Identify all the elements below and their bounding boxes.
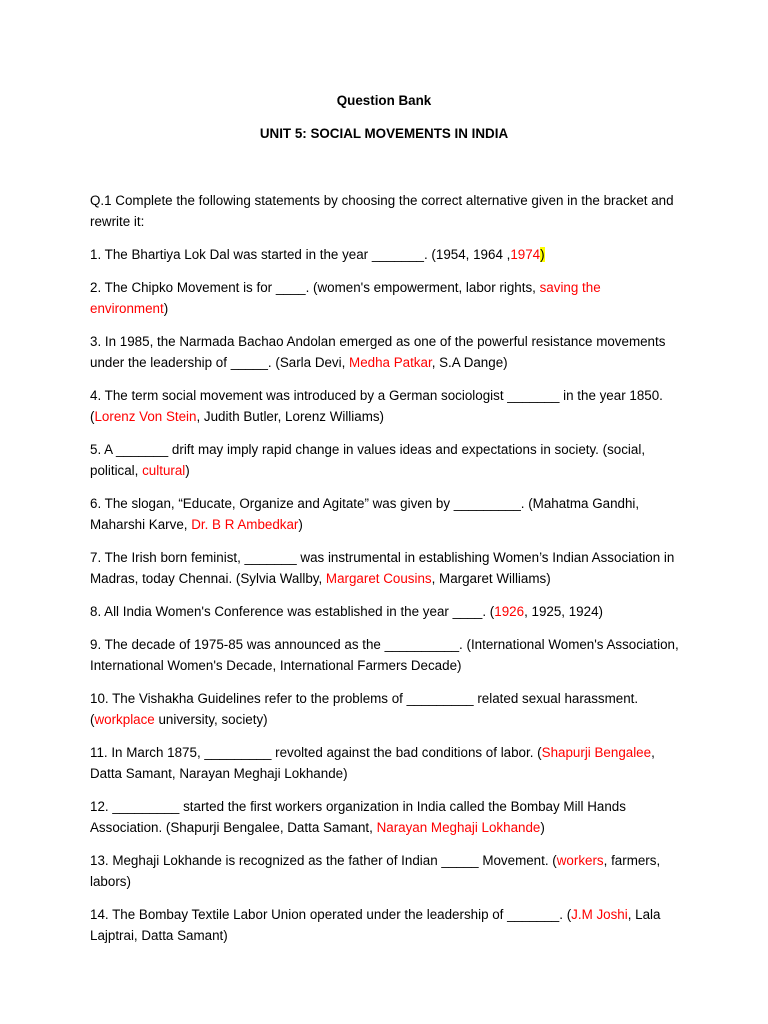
instruction-text: Q.1 Complete the following statements by choosing the correct alternative given in the bracket and rewrite it: bbox=[90, 193, 674, 229]
question-content bbox=[90, 190, 682, 958]
question-item bbox=[90, 439, 682, 481]
answer-text: 1974 bbox=[510, 247, 541, 262]
question-text: , S.A Dange) bbox=[431, 355, 508, 370]
question-item bbox=[90, 742, 682, 784]
question-text: , 1925, 1924) bbox=[524, 604, 603, 619]
question-text: ) bbox=[185, 463, 190, 478]
question-text: , Judith Butler, Lorenz Williams) bbox=[196, 409, 385, 424]
question-item bbox=[90, 904, 682, 946]
answer-text: Shapurji Bengalee bbox=[541, 745, 652, 760]
question-text: university, society) bbox=[154, 712, 268, 727]
answer-text: Margaret Cousins bbox=[325, 571, 432, 586]
answer-text: J.M Joshi bbox=[571, 907, 628, 922]
unit-heading: UNIT 5: SOCIAL MOVEMENTS IN INDIA bbox=[259, 126, 509, 141]
answer-text: workplace bbox=[94, 712, 155, 727]
question-item bbox=[90, 634, 682, 676]
question-item bbox=[90, 277, 682, 319]
question-text: , Margaret Williams) bbox=[431, 571, 551, 586]
question-item bbox=[90, 244, 682, 265]
question-item bbox=[90, 493, 682, 535]
highlighted-text: ) bbox=[540, 247, 545, 262]
question-item bbox=[90, 547, 682, 589]
question-item bbox=[90, 331, 682, 373]
question-text: 12. _________ started the first workers organization in India called the Bombay Mill Hands Association. (Shapurji Bengalee, Datta Samant, bbox=[90, 799, 626, 835]
question-text: , Lala Lajptrai, Datta Samant) bbox=[90, 907, 661, 943]
question-item bbox=[90, 850, 682, 892]
question-text: 7. The Irish born feminist, _______ was instrumental in establishing Women’s Indian Association in Madras, today Chennai. (Sylvia Wallby, bbox=[90, 550, 675, 586]
answer-text: Narayan Meghaji Lokhande bbox=[376, 820, 541, 835]
question-text: 10. The Vishakha Guidelines refer to the problems of _________ related sexual harassment. ( bbox=[90, 691, 639, 727]
question-text: 1. The Bhartiya Lok Dal was started in the year _______. (1954, 1964 , bbox=[90, 247, 511, 262]
question-item bbox=[90, 688, 682, 730]
answer-text: 1926 bbox=[494, 604, 525, 619]
question-item bbox=[90, 796, 682, 838]
question-text: 2. The Chipko Movement is for ____. (women's empowerment, labor rights, bbox=[90, 280, 540, 295]
question-item bbox=[90, 601, 682, 622]
question-text: 4. The term social movement was introduced by a German sociologist _______ in the year 1850. ( bbox=[90, 388, 663, 424]
answer-text: saving the environment bbox=[90, 280, 601, 316]
document-title: Question Bank bbox=[336, 93, 432, 108]
question-text: 8. All India Women's Conference was established in the year ____. ( bbox=[90, 604, 495, 619]
question-text: 6. The slogan, “Educate, Organize and Agitate” was given by _________. (Mahatma Gandhi, Maharshi Karve, bbox=[90, 496, 640, 532]
answer-text: cultural bbox=[142, 463, 186, 478]
answer-text: Lorenz Von Stein bbox=[94, 409, 197, 424]
question-text: 9. The decade of 1975-85 was announced as the __________. (International Women's Association, International Women's Decade, International Farmers Decade) bbox=[90, 637, 679, 673]
question-text: 3. In 1985, the Narmada Bachao Andolan emerged as one of the powerful resistance movements under the leadership of _____. (Sarla Devi, bbox=[90, 334, 666, 370]
answer-text: workers bbox=[556, 853, 604, 868]
question-text: 11. In March 1875, _________ revolted against the bad conditions of labor. ( bbox=[90, 745, 542, 760]
question-text: 14. The Bombay Textile Labor Union operated under the leadership of _______. ( bbox=[90, 907, 572, 922]
question-text: ) bbox=[163, 301, 169, 316]
question-list bbox=[90, 244, 682, 946]
question-text: ) bbox=[540, 820, 545, 835]
question-text: 5. A _______ drift may imply rapid change in values ideas and expectations in society. (social, political, bbox=[90, 442, 646, 478]
answer-text: Dr. B R Ambedkar bbox=[191, 517, 299, 532]
question-item bbox=[90, 385, 682, 427]
question-text: , farmers, labors) bbox=[90, 853, 661, 889]
question-text: , Datta Samant, Narayan Meghaji Lokhande) bbox=[90, 745, 655, 781]
question-text: 13. Meghaji Lokhande is recognized as the father of Indian _____ Movement. ( bbox=[90, 853, 557, 868]
question-text: ) bbox=[298, 517, 303, 532]
answer-text: Medha Patkar bbox=[349, 355, 432, 370]
